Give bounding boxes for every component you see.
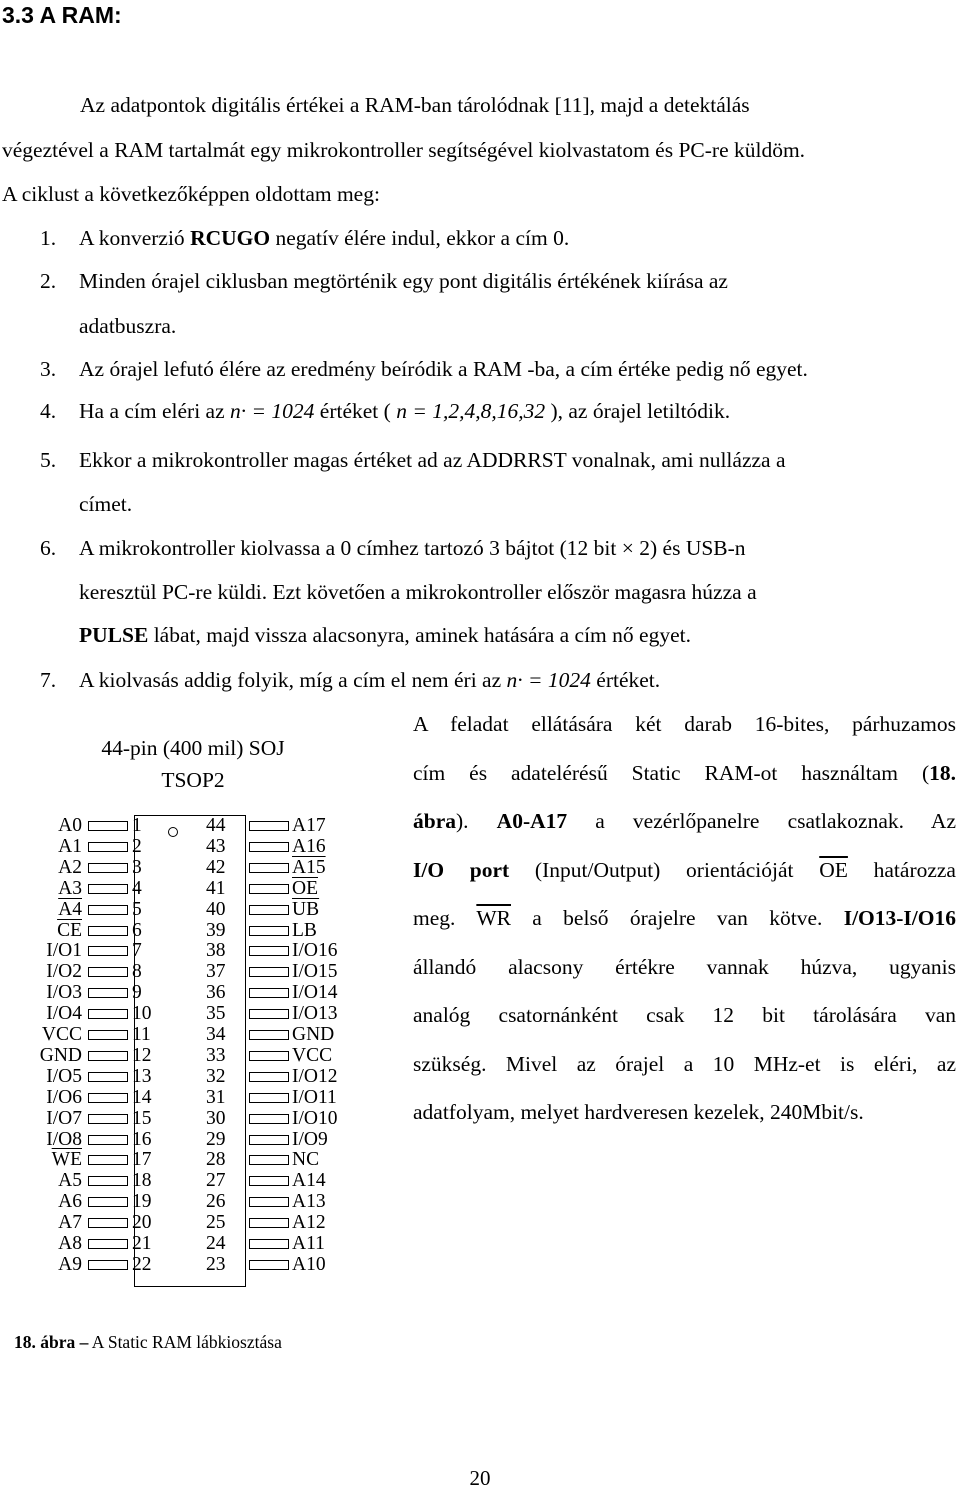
pin-number-left: 15 <box>132 1107 152 1129</box>
intro-line-2: végeztével a RAM tartalmát egy mikrokontroller segítségével kiolvastatom és PC-re küldöm. <box>2 138 806 162</box>
pin-number-right: 35 <box>206 1003 226 1025</box>
pin-lead-left <box>88 967 128 977</box>
pin-lead-left <box>88 1135 128 1145</box>
pin-label-left: I/O7 <box>46 1107 82 1129</box>
list-text: Ekkor a mikrokontroller magas értéket ad az ADDRRST vonalnak, ami nullázza a <box>79 448 786 472</box>
pin-label-left: I/O4 <box>46 1003 82 1025</box>
pin-number-left: 14 <box>132 1086 152 1108</box>
pin-lead-right <box>249 946 289 956</box>
pin-number-right: 43 <box>206 835 226 857</box>
pin-label-left: A5 <box>58 1170 82 1192</box>
pin-lead-right <box>249 1239 289 1249</box>
pin-number-left: 9 <box>132 982 142 1004</box>
pin-label-left: A3 <box>58 877 82 899</box>
pin-lead-left <box>88 988 128 998</box>
page-number: 20 <box>469 1466 491 1490</box>
pin-lead-left <box>88 1176 128 1186</box>
equation: n· = 1024 <box>506 668 591 692</box>
pin-lead-right <box>249 967 289 977</box>
list-number: 7. <box>40 668 57 692</box>
pin-lead-right <box>249 1135 289 1145</box>
pin-label-left: $\overline{CE}$ <box>57 919 82 941</box>
pin-lead-right <box>249 1260 289 1270</box>
list-text: adatbuszra. <box>79 314 177 338</box>
pin-label-left: A2 <box>58 856 82 878</box>
pin-lead-right <box>249 863 289 873</box>
pin-lead-right <box>249 905 289 915</box>
intro-line-3: A ciklust a következőképpen oldottam meg: <box>2 182 380 206</box>
pin-number-right: 44 <box>206 815 226 836</box>
pin-row <box>20 1233 380 1254</box>
pin-label-right: A17 <box>292 815 326 836</box>
figure-description: A feladat ellátására két darab 16-bites, párhuzamos cím és adatelérésű Static RAM-ot használtam (18. ábra). A0-A17 a vezérlőpanelre csatlakoznak. Az I/O port (Input/Output) orientációját $\overline{OE}$ határozza meg. $\overline{WR}$ a belső órajelre van kötve. I/O13-I/O16 állandó alacsony értékre vannak húzva, ugyanis analóg csatornánként csak 12 bit tárolására van szükség. Mivel az órajel a 10 MHz-et is eléri, az adatfolyam, melyet hardveresen kezelek, 240Mbit/s. <box>413 712 956 1124</box>
pin-label-right: A14 <box>292 1170 326 1192</box>
pin-number-left: 18 <box>132 1170 152 1192</box>
pin-label-right: $\overline{UB}$ <box>292 898 320 920</box>
pin-number-left: 11 <box>132 1024 151 1045</box>
pin-label-right: I/O15 <box>292 961 338 983</box>
list-number: 6. <box>40 536 57 560</box>
pin-number-left: 5 <box>132 898 142 920</box>
pin-number-right: 32 <box>206 1065 226 1087</box>
list-text: Az órajel lefutó élére az eredmény beíródik a RAM -ba, a cím értéke pedig nő egyet. <box>79 357 808 381</box>
pin-label-left: I/O8 <box>46 1128 82 1150</box>
pin-label-left: A6 <box>58 1191 82 1213</box>
pin-lead-left <box>88 926 128 936</box>
pin-row <box>20 815 380 836</box>
pin-lead-left <box>88 1114 128 1124</box>
pin-lead-right <box>249 1051 289 1061</box>
pin-number-left: 1 <box>132 815 142 836</box>
pin-lead-left <box>88 1197 128 1207</box>
figure-caption: 18. ábra – A Static RAM lábkiosztása <box>14 1332 282 1352</box>
pin-row <box>20 899 380 920</box>
pin-lead-right <box>249 1093 289 1103</box>
pin-row <box>20 1003 380 1024</box>
list-text: A mikrokontroller kiolvassa a 0 címhez tartozó 3 bájtot (12 bit × 2) és USB-n <box>79 536 746 560</box>
list-number: 4. <box>40 399 57 423</box>
pin-label-left: I/O1 <box>46 940 82 962</box>
pin-number-right: 30 <box>206 1107 226 1129</box>
pin-number-right: 36 <box>206 982 226 1004</box>
pin-lead-left <box>88 905 128 915</box>
list-number: 5. <box>40 448 57 472</box>
figure-title: 44-pin (400 mil) SOJ <box>101 736 285 760</box>
pin-number-right: 23 <box>206 1253 226 1275</box>
pin-label-left: A7 <box>58 1212 82 1234</box>
pin-number-left: 13 <box>132 1065 152 1087</box>
pin-label-right: NC <box>292 1149 320 1171</box>
intro-line-1: Az adatpontok digitális értékei a RAM-ban tárolódnak [11], majd a detektálás <box>80 93 750 117</box>
pin-row <box>20 1254 380 1275</box>
pin-lead-left <box>88 1072 128 1082</box>
pin-number-left: 7 <box>132 940 142 962</box>
pin-label-right: A11 <box>292 1233 325 1254</box>
pin-row <box>20 920 380 941</box>
pin-number-left: 19 <box>132 1191 152 1213</box>
pin-row <box>20 1024 380 1045</box>
pin-label-left: $\overline{WE}$ <box>51 1149 82 1171</box>
pin-lead-left <box>88 1218 128 1228</box>
pin-label-right: I/O11 <box>292 1086 337 1108</box>
pin-row <box>20 878 380 899</box>
pin-lead-left <box>88 1051 128 1061</box>
pin-label-left: A9 <box>58 1253 82 1275</box>
pin-number-right: 33 <box>206 1044 226 1066</box>
pin-number-left: 12 <box>132 1044 152 1066</box>
pin-number-left: 8 <box>132 961 142 983</box>
pin-lead-right <box>249 988 289 998</box>
pin-label-right: I/O16 <box>292 940 338 962</box>
pin-lead-right <box>249 884 289 894</box>
list-text: A kiolvasás addig folyik, míg a cím el nem éri az n· = 1024 értéket. <box>79 668 661 692</box>
pin-number-left: 10 <box>132 1003 152 1025</box>
pin-label-left: GND <box>39 1044 82 1066</box>
pin-row <box>20 1170 380 1191</box>
pin-number-right: 42 <box>206 856 226 878</box>
pin-lead-right <box>249 1155 289 1165</box>
pin-number-left: 21 <box>132 1233 152 1254</box>
pin-label-right: I/O12 <box>292 1065 338 1087</box>
list-text: címet. <box>79 492 133 516</box>
pin-lead-right <box>249 1072 289 1082</box>
pin-lead-left <box>88 1155 128 1165</box>
list-text: PULSE lábat, majd vissza alacsonyra, aminek hatására a cím nő egyet. <box>79 623 691 647</box>
pin-lead-right <box>249 1218 289 1228</box>
pin-number-right: 28 <box>206 1149 226 1171</box>
pin-row <box>20 836 380 857</box>
pin-lead-left <box>88 946 128 956</box>
list-text: A konverzió RCUGO negatív élére indul, ekkor a cím 0. <box>79 226 570 250</box>
pin-label-left: A0 <box>58 815 82 836</box>
equation: n· = 1024 <box>230 399 315 423</box>
pin-row <box>20 1045 380 1066</box>
list-text: keresztül PC-re küldi. Ezt követően a mikrokontroller először magasra húzza a <box>79 580 757 604</box>
pin-row <box>20 1129 380 1150</box>
pin-label-left: I/O5 <box>46 1065 82 1087</box>
pin-label-right: I/O9 <box>292 1128 328 1150</box>
pin-lead-left <box>88 1009 128 1019</box>
pin-label-right: A10 <box>292 1253 326 1275</box>
pin-lead-right <box>249 842 289 852</box>
pin-row <box>20 1212 380 1233</box>
pin-row <box>20 982 380 1003</box>
pin-number-right: 41 <box>206 877 226 899</box>
pin-lead-right <box>249 926 289 936</box>
pin-row <box>20 1108 380 1129</box>
pin-number-left: 22 <box>132 1253 152 1275</box>
pin-row <box>20 1087 380 1108</box>
pin-lead-right <box>249 1009 289 1019</box>
pin-lead-right <box>249 1176 289 1186</box>
pin-label-right: I/O10 <box>292 1107 338 1129</box>
pin-number-left: 4 <box>132 877 142 899</box>
pin-lead-right <box>249 1114 289 1124</box>
pin-label-right: I/O14 <box>292 982 338 1004</box>
pin-number-left: 2 <box>132 835 142 857</box>
pin-label-right: VCC <box>292 1044 333 1066</box>
pin-label-right: A15 <box>292 856 326 878</box>
pin-number-right: 40 <box>206 898 226 920</box>
pin-lead-left <box>88 1030 128 1040</box>
list-number: 3. <box>40 357 57 381</box>
equation: n = 1,2,4,8,16,32 <box>396 399 546 423</box>
pin-label-right: LB <box>292 919 317 941</box>
pin-number-left: 20 <box>132 1212 152 1234</box>
pin-row <box>20 1149 380 1170</box>
pin-lead-left <box>88 1239 128 1249</box>
pin-label-right: A13 <box>292 1191 326 1213</box>
list-text: Minden órajel ciklusban megtörténik egy pont digitális értékének kiírása az <box>79 269 728 293</box>
pin-number-right: 27 <box>206 1170 226 1192</box>
pinout-diagram <box>20 815 400 1295</box>
list-number: 2. <box>40 269 57 293</box>
figure-subtitle: TSOP2 <box>161 768 225 792</box>
list-text: Ha a cím eléri az n· = 1024 értéket ( n = 1,2,4,8,16,32 ), az órajel letiltódik. <box>79 399 731 423</box>
pin-label-left: I/O6 <box>46 1086 82 1108</box>
pin-label-left: VCC <box>41 1024 82 1045</box>
pin-lead-left <box>88 1093 128 1103</box>
pin-number-left: 6 <box>132 919 142 941</box>
pin-lead-right <box>249 1197 289 1207</box>
pin-label-left: I/O2 <box>46 961 82 983</box>
pin-number-right: 34 <box>206 1024 226 1045</box>
pin-lead-left <box>88 863 128 873</box>
pin-number-left: 17 <box>132 1149 152 1171</box>
pin-lead-right <box>249 821 289 831</box>
pin-lead-left <box>88 821 128 831</box>
pin-number-right: 38 <box>206 940 226 962</box>
pin-number-right: 29 <box>206 1128 226 1150</box>
pin-number-left: 3 <box>132 856 142 878</box>
pin-number-right: 26 <box>206 1191 226 1213</box>
pin-label-right: I/O13 <box>292 1003 338 1025</box>
pin-row <box>20 961 380 982</box>
pin-number-right: 24 <box>206 1233 226 1254</box>
pin-number-right: 37 <box>206 961 226 983</box>
pin-label-right: $\overline{OE}$ <box>292 877 318 899</box>
pin-number-right: 31 <box>206 1086 226 1108</box>
pin-row <box>20 1191 380 1212</box>
pin-label-left: I/O3 <box>46 982 82 1004</box>
section-heading: 3.3 A RAM: <box>2 2 122 28</box>
pin-row <box>20 857 380 878</box>
pin-label-left: A4 <box>58 898 82 920</box>
list-number: 1. <box>40 226 57 250</box>
pin-number-right: 39 <box>206 919 226 941</box>
pin-number-left: 16 <box>132 1128 152 1150</box>
pin-lead-right <box>249 1030 289 1040</box>
pin-row <box>20 1066 380 1087</box>
pin-lead-left <box>88 884 128 894</box>
pin-lead-left <box>88 1260 128 1270</box>
pin-lead-left <box>88 842 128 852</box>
pin-number-right: 25 <box>206 1212 226 1234</box>
pin-label-left: A8 <box>58 1233 82 1254</box>
pin-label-right: A16 <box>292 835 326 857</box>
pin-row <box>20 940 380 961</box>
pin-label-right: A12 <box>292 1212 326 1234</box>
pin-label-right: GND <box>292 1024 335 1045</box>
pin-label-left: A1 <box>58 835 82 857</box>
